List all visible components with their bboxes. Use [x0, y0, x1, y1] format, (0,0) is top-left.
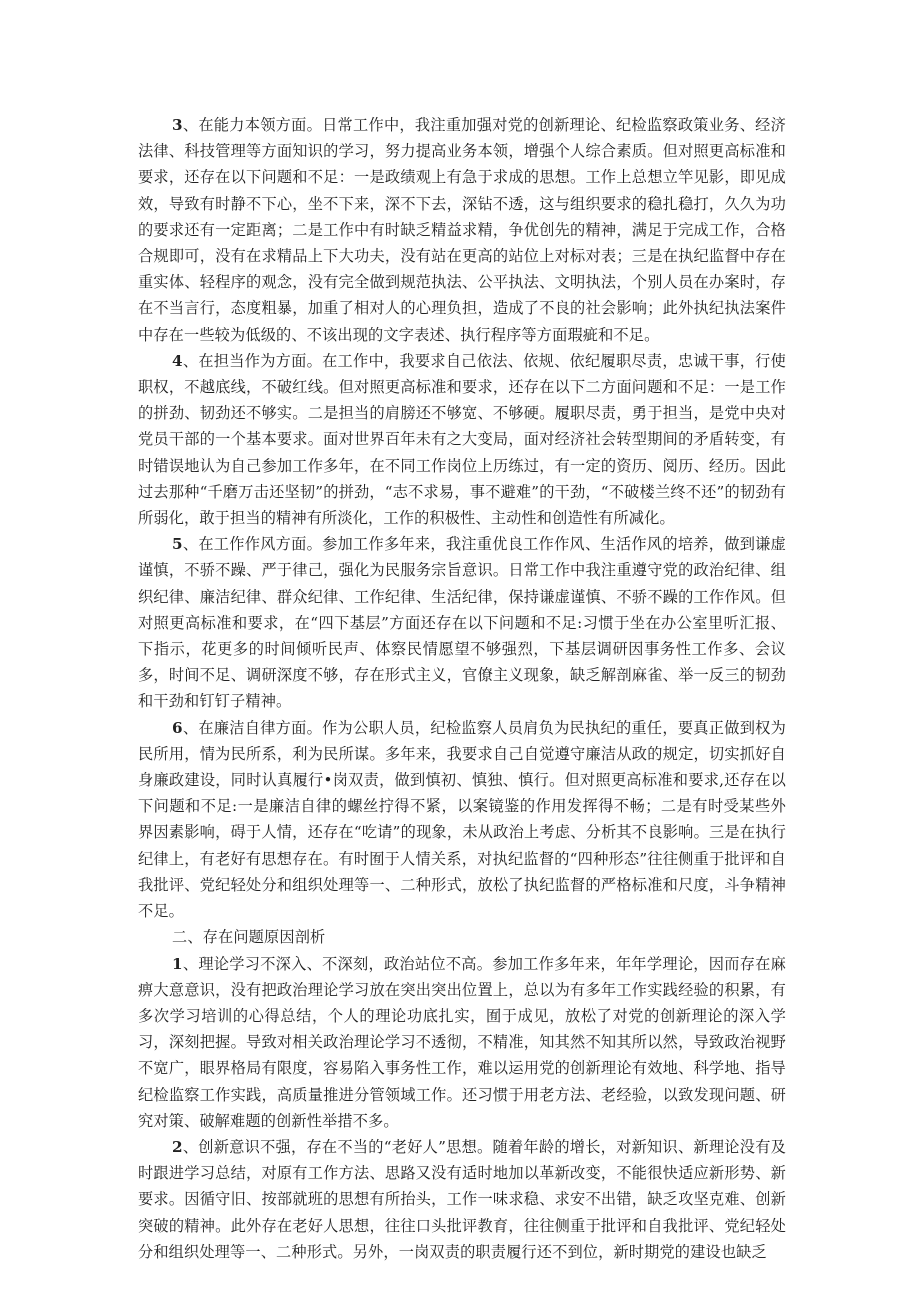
paragraph-text: 、理论学习不深入、不深刻，政治站位不高。参加工作多年来，年年学理论，因而存在麻痹大意意识，没有把政治理论学习放在突出突出位置上，总以为有多年工作实践经验的积累，有多次学习培训的心得总结，个人的理论功底扎实，囿于成见，放松了对党的创新理论的深入学习，深刻把握。导致对相关政治理论学习不透彻，不精准，知其然不知其所以然，导致政治视野不宽广，眼界格局有限度，容易陷入事务性工作，难以运用党的创新理论有效地、科学地、指导纪检监察工作实践，高质量推进分管领域工作。还习惯于用老方法、老经验，以致发现问题、研究对策、破解难题的创新性举措不多。 — [138, 954, 786, 1130]
paragraph-work-style — [138, 531, 786, 714]
paragraph-text: 、在廉洁自律方面。作为公职人员，纪检监察人员肩负为民执纪的重任，要真正做到权为民所用，情为民所系，利为民所谋。多年来，我要求自己自觉遵守廉洁从政的规定，切实抓好自身廉政建设，同时认真履行•岗双责，做到慎初、慎独、慎行。但对照更高标准和要求,还存在以下问题和不足:一是廉洁自律的螺丝拧得不紧，以案镜鉴的作用发挥得不畅；二是有时受某些外界因素影响，碍于人情，还存在“吃请”的现象，未从政治上考虑、分析其不良影响。三是在执行纪律上，有老好有思想存在。有时囿于人情关系，对执纪监督的“四种形态”往往侧重于批评和自我批评、党纪轻处分和组织处理等一、二种形式，放松了执纪监督的严格标准和尺度，斗争精神不足。 — [138, 718, 786, 921]
paragraph-cause-theory — [138, 951, 786, 1134]
paragraph-number: 1 — [172, 954, 183, 973]
paragraph-number: 2 — [172, 1137, 183, 1156]
paragraph-cause-innovation — [138, 1134, 786, 1265]
section-heading: 二、存在问题原因剖析 — [172, 928, 326, 947]
paragraph-integrity — [138, 715, 786, 925]
paragraph-number: 3 — [172, 116, 183, 134]
document-page — [138, 112, 786, 1265]
paragraph-number: 5 — [172, 535, 183, 554]
paragraph-number: 4 — [172, 351, 183, 370]
paragraph-text: 、在担当作为方面。在工作中，我要求自己依法、依规、依纪履职尽责，忠诚干事，行使职权，不越底线，不破红线。但对照更高标准和要求，还存在以下二方面问题和不足：一是工作的拼劲、韧劲还不够实。二是担当的肩膀还不够宽、不够硬。履职尽责，勇于担当，是党中央对党员干部的一个基本要求。面对世界百年未有之大变局，面对经济社会转型期间的矛盾转变，有时错误地认为自己参加工作多年，在不同工作岗位上历练过，有一定的资历、阅历、经历。因此过去那种“千磨万击还坚韧”的拼劲，“志不求易，事不避难”的干劲，“不破楼兰终不还”的韧劲有所弱化，敢于担当的精神有所淡化，工作的积极性、主动性和创造性有所减化。 — [138, 351, 786, 528]
paragraph-number: 6 — [172, 718, 183, 737]
paragraph-text: 、在能力本领方面。日常工作中，我注重加强对党的创新理论、纪检监察政策业务、经济法律、科技管理等方面知识的学习，努力提高业务本领，增强个人综合素质。但对照更高标准和要求，还存在以下问题和不足：一是政绩观上有急于求成的思想。工作上总想立竿见影，即见成效，导致有时静不下心，坐不下来，深不下去，深钻不透，这与组织要求的稳扎稳打，久久为功的要求还有一定距离；二是工作中有时缺乏精益求精，争优创先的精神，满足于完成工作，合格合规即可，没有在求精品上下大功夫，没有站在更高的站位上对标对表；三是在执纪监督中存在重实体、轻程序的观念，没有完全做到规范执法、公平执法、文明执法，个别人员在办案时，存在不当言行，态度粗暴，加重了相对人的心理负担，造成了不良的社会影响；此外执纪执法案件中存在一些较为低级的、不该出现的文字表述、执行程序等方面瑕疵和不足。 — [138, 116, 786, 344]
paragraph-text: 、创新意识不强，存在不当的“老好人”思想。随着年龄的增长，对新知识、新理论没有及时跟进学习总结，对原有工作方法、思路又没有适时地加以革新改变，不能很快适应新形势、新要求。因循守旧、按部就班的思想有所抬头，工作一味求稳、求安不出错，缺乏攻坚克难、创新突破的精神。此外存在老好人思想，往往口头批评教育，往往侧重于批评和自我批评、党纪轻处分和组织处理等一、二种形式。另外，一岗双责的职责履行还不到位，新时期党的建设也缺乏 — [138, 1137, 786, 1261]
paragraph-capability — [138, 112, 786, 348]
paragraph-text: 、在工作作风方面。参加工作多年来，我注重优良工作作风、生活作风的培养，做到谦虚谨慎，不骄不躁、严于律己，强化为民服务宗旨意识。日常工作中我注重遵守党的政治纪律、组织纪律、廉洁纪律、群众纪律、工作纪律、生活纪律，保持谦虚谨慎、不骄不躁的工作作风。但对照更高标准和要求，在“四下基层”方面还存在以下问题和不足:习惯于坐在办公室里听汇报、下指示，花更多的时间倾听民声、体察民情愿望不够强烈，下基层调研因事务性工作多、会议多，时间不足、调研深度不够，存在形式主义，官僚主义现象，缺乏解剖麻雀、举一反三的韧劲和干劲和钉钉子精神。 — [138, 535, 786, 711]
paragraph-responsibility — [138, 348, 786, 531]
